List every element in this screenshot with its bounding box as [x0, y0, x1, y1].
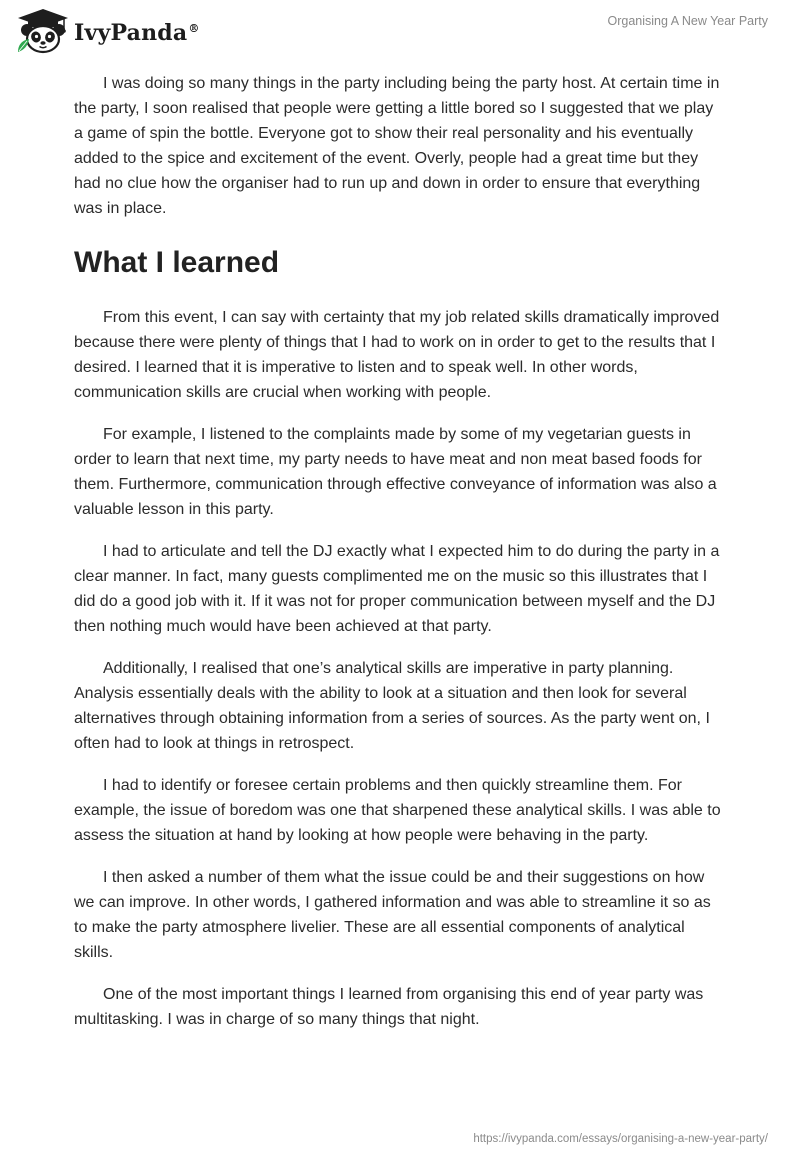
paragraph: One of the most important things I learned from organising this end of year party was multitasking. I was in charge of so many things that night.	[74, 986, 704, 1028]
logo[interactable]	[14, 8, 200, 54]
paragraph: I had to identify or foresee certain problems and then quickly streamline them. For example, the issue of boredom was one that sharpened these analytical skills. I was able to assess the situation at hand by looking at how people were behaving in the party.	[74, 777, 721, 844]
document-title: Organising A New Year Party	[607, 14, 768, 28]
source-url[interactable]: https://ivypanda.com/essays/organising-a-new-year-party/	[473, 1133, 768, 1145]
paragraph: For example, I listened to the complaints made by some of my vegetarian guests in order to learn that next time, my party needs to have meat and non meat based foods for them. Furthermore, communication through effective conveyance of information was also a valuable lesson in this party.	[74, 426, 717, 518]
paragraph: I was doing so many things in the party including being the party host. At certain time in the party, I soon realised that people were getting a little bored so I suggested that we play a game of spin the bottle. Everyone got to show their real personality and his eventually added to the spice and excitement of the event. Overly, people had a great time but they had no clue how the organiser had to run up and down in order to ensure that everything was in place.	[74, 75, 720, 217]
brand-name: IvyPanda®	[74, 20, 200, 46]
paragraph: From this event, I can say with certainty that my job related skills dramatically improved because there were plenty of things that I had to work on in order to get to the results that I desired. I learned that it is imperative to listen and to speak well. In other words, communication skills are crucial when working with people.	[74, 309, 720, 401]
panda-graduate-logo-icon	[14, 8, 72, 54]
registered-mark: ®	[188, 21, 200, 35]
section-heading: What I learned	[74, 246, 280, 279]
paragraph: I had to articulate and tell the DJ exactly what I expected him to do during the party in a clear manner. In fact, many guests complimented me on the music so this illustrates that I did do a good job with it. If it was not for proper communication between myself and the DJ then nothing much would have been achieved at that party.	[74, 543, 720, 635]
page-header	[0, 0, 800, 60]
essay-body	[74, 71, 726, 1049]
paragraph: I then asked a number of them what the issue could be and their suggestions on how we can improve. In other words, I gathered information and was able to streamline it so as to make the party atmosphere livelier. These are all essential components of analytical skills.	[74, 869, 711, 961]
paragraph: Additionally, I realised that one’s analytical skills are imperative in party planning. Analysis essentially deals with the ability to look at a situation and then look for several alternatives through obtaining information from a series of sources. As the party went on, I often had to look at things in retrospect.	[74, 660, 710, 752]
